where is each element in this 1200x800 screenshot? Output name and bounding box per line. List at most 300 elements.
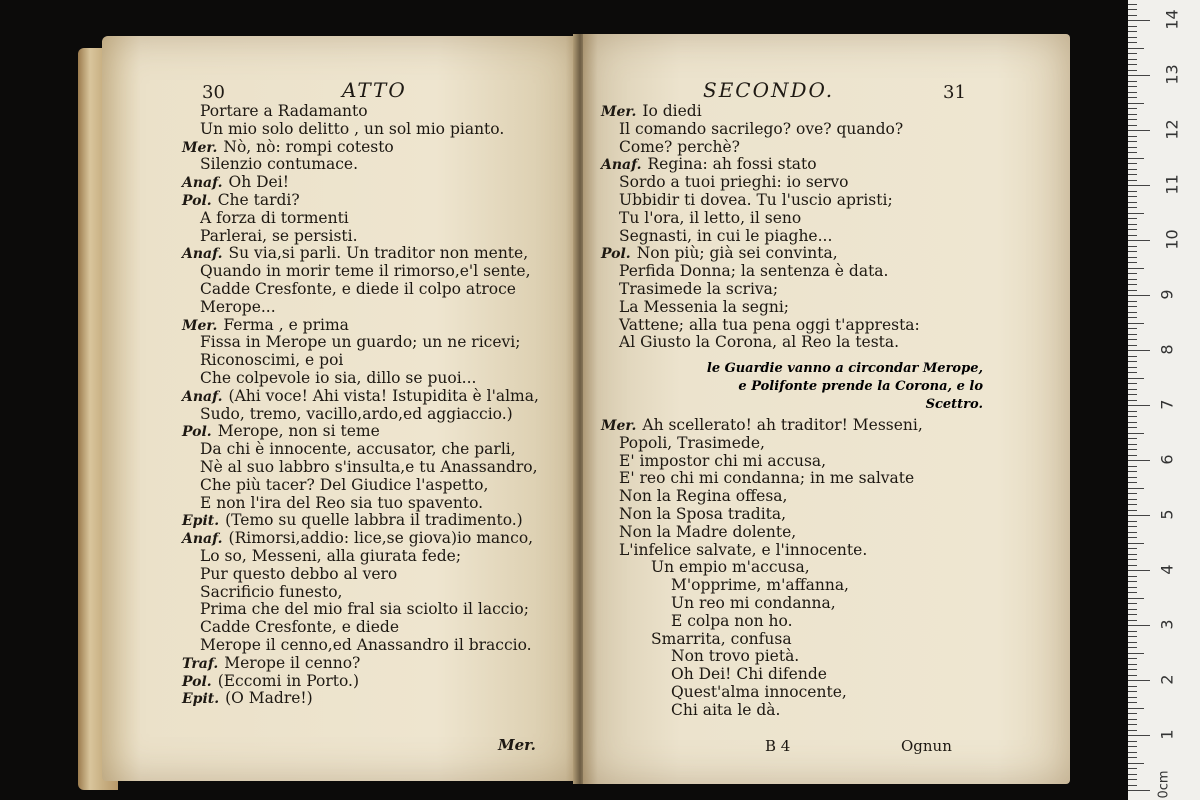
verse-text: Un reo mi condanna,: [671, 594, 836, 612]
ruler-tick: [1128, 345, 1137, 346]
ruler-label: 3: [1157, 619, 1177, 630]
ruler-tick: [1128, 268, 1144, 269]
text-line: [182, 422, 380, 441]
ruler-tick: [1128, 548, 1137, 549]
ruler-tick: [1128, 702, 1137, 703]
speaker-label: Pol.: [182, 673, 212, 690]
ruler-tick: [1128, 427, 1137, 428]
text-line: [619, 227, 832, 245]
ruler-tick: [1128, 598, 1144, 599]
text-line: [619, 262, 888, 280]
speaker-label: Traf.: [182, 655, 219, 672]
text-line: [200, 458, 538, 476]
text-line: [671, 683, 847, 701]
text-line: [182, 511, 523, 530]
ruler-tick: [1128, 592, 1137, 593]
ruler-tick: [1128, 543, 1144, 544]
text-line: [200, 155, 358, 173]
text-line: [200, 369, 476, 387]
text-line: [619, 523, 796, 541]
ruler-tick: [1128, 460, 1150, 461]
ruler-tick: [1128, 466, 1137, 467]
ruler-label: 4: [1157, 564, 1177, 575]
verse-text: Io diedi: [642, 102, 702, 120]
verse-text: Sudo, tremo, vacillo,ardo,ed aggiaccio.): [200, 404, 513, 423]
text-line: [182, 529, 533, 548]
catchword-left: Mer.: [498, 736, 536, 754]
text-line: [619, 487, 787, 505]
ruler-tick: [1128, 20, 1150, 21]
ruler-tick: [1128, 328, 1137, 329]
ruler-tick: [1128, 37, 1137, 38]
ruler-tick: [1128, 389, 1137, 390]
ruler-tick: [1128, 306, 1137, 307]
verse-text: (O Madre!): [225, 689, 313, 708]
verse-text: Che colpevole io sia, dillo se puoi...: [200, 369, 477, 387]
verse-text: Lo so, Messeni, alla giurata fede;: [200, 547, 462, 565]
verse-text: Ubbidir ti dovea. Tu l'uscio apristi;: [619, 191, 893, 209]
verse-text: E' reo chi mi condanna; in me salvate: [619, 469, 915, 488]
speaker-label: Anaf.: [601, 157, 642, 174]
ruler-tick: [1128, 158, 1144, 159]
text-line: [671, 701, 780, 719]
text-line: [200, 298, 276, 316]
verse-text: Ferma , e prima: [223, 315, 349, 334]
ruler-tick: [1128, 213, 1144, 214]
verse-text: Nè al suo labbro s'insulta,e tu Anassandro,: [200, 458, 538, 476]
text-line: [601, 416, 923, 435]
text-line: [182, 173, 289, 192]
text-line: [601, 155, 817, 174]
stage-direction: [683, 360, 983, 414]
verse-text: Non la Madre dolente,: [619, 522, 797, 541]
ruler-tick: [1128, 438, 1137, 439]
ruler-tick: [1128, 196, 1137, 197]
ruler-tick: [1128, 191, 1137, 192]
verse-text: (Rimorsi,addio: lice,se giova)io manco,: [228, 529, 534, 548]
text-line: [182, 689, 313, 708]
verse-text: Come? perchè?: [619, 137, 740, 156]
ruler-tick: [1128, 504, 1137, 505]
verse-text: Su via,si parli. Un traditor non mente,: [228, 244, 529, 263]
ruler-tick: [1128, 323, 1144, 324]
verse-text: Smarrita, confusa: [651, 629, 792, 648]
ruler-tick: [1128, 97, 1137, 98]
ruler-tick: [1128, 675, 1137, 676]
ruler-tick: [1128, 510, 1137, 511]
verse-text: Segnasti, in cui le piaghe...: [619, 226, 833, 245]
ruler-tick: [1128, 642, 1137, 643]
ruler-label: 9: [1157, 289, 1177, 300]
text-line: [200, 333, 520, 351]
ruler-tick: [1128, 218, 1137, 219]
ruler-tick: [1128, 119, 1137, 120]
ruler-tick: [1128, 752, 1137, 753]
verse-text: Cadde Cresfonte, e diede il colpo atroce: [200, 280, 516, 298]
ruler-tick: [1128, 730, 1137, 731]
ruler-tick: [1128, 136, 1137, 137]
ruler-tick: [1128, 262, 1137, 263]
ruler-tick: [1128, 339, 1137, 340]
text-line: [619, 209, 801, 227]
ruler-label: 14: [1162, 9, 1182, 30]
text-line: [619, 505, 786, 523]
ruler-tick: [1128, 609, 1137, 610]
ruler-tick: [1128, 147, 1137, 148]
ruler-label: 2: [1157, 674, 1177, 685]
speaker-label: Pol.: [601, 246, 631, 263]
ruler-tick: [1128, 405, 1150, 406]
ruler-tick: [1128, 174, 1137, 175]
ruler-tick: [1128, 620, 1137, 621]
verse-text: Non trovo pietà.: [671, 647, 800, 666]
ruler-tick: [1128, 664, 1137, 665]
verse-text: La Messenia la segni;: [619, 297, 790, 316]
verse-text: Non la Sposa tradita,: [619, 505, 787, 523]
ruler-tick: [1128, 444, 1137, 445]
left-page: [102, 36, 580, 781]
text-line: [182, 316, 349, 335]
speaker-label: Mer.: [182, 317, 218, 334]
text-line: [200, 547, 461, 565]
ruler-tick: [1128, 383, 1137, 384]
catchword-right: Ognun: [901, 737, 952, 755]
speaker-label: Anaf.: [182, 175, 223, 192]
verse-text: (Ahi voce! Ahi vista! Istupidita è l'alma,: [228, 386, 539, 405]
ruler-tick: [1128, 757, 1137, 758]
ruler-tick: [1128, 86, 1137, 87]
ruler-tick: [1128, 785, 1137, 786]
verse-text: Tu l'ora, il letto, il seno: [619, 208, 802, 227]
verse-text: Trasimede la scriva;: [619, 280, 779, 298]
ruler-tick: [1128, 658, 1137, 659]
verse-text: Nò, nò: rompi cotesto: [223, 137, 394, 156]
ruler-tick: [1128, 713, 1137, 714]
ruler-tick: [1128, 372, 1137, 373]
ruler-tick: [1128, 114, 1137, 115]
ruler-tick: [1128, 570, 1150, 571]
ruler-unit: 0cm: [1156, 770, 1172, 799]
ruler-tick: [1128, 42, 1137, 43]
speaker-label: Pol.: [182, 193, 212, 209]
text-line: [182, 387, 539, 406]
ruler-tick: [1128, 411, 1137, 412]
ruler-tick: [1128, 680, 1150, 681]
ruler-tick: [1128, 9, 1137, 10]
text-line: [619, 120, 903, 138]
verse-text: Oh Dei!: [228, 173, 289, 192]
ruler-tick: [1128, 719, 1137, 720]
ruler-tick: [1128, 251, 1137, 252]
verse-text: Riconoscimi, e poi: [200, 351, 344, 370]
running-head-right: SECONDO.: [703, 78, 835, 102]
verse-text: (Temo su quelle labbra il tradimento.): [225, 511, 523, 530]
text-line: [671, 665, 827, 683]
ruler-tick: [1128, 350, 1150, 351]
ruler-tick: [1128, 532, 1137, 533]
text-line: [651, 558, 810, 576]
ruler-tick: [1128, 130, 1150, 131]
text-line: [200, 440, 516, 458]
text-line: [200, 565, 397, 583]
speaker-label: Anaf.: [182, 388, 223, 405]
ruler-tick: [1128, 653, 1144, 654]
ruler-tick: [1128, 587, 1137, 588]
ruler-tick: [1128, 493, 1137, 494]
verse-text: Che tardi?: [217, 191, 300, 209]
text-line: [200, 636, 532, 654]
text-line: [200, 405, 513, 423]
page-number-right: 31: [943, 82, 966, 103]
text-line: [182, 191, 300, 210]
ruler-label: 5: [1157, 509, 1177, 520]
ruler-tick: [1128, 163, 1137, 164]
verse-text: Un mio solo delitto , un sol mio pianto.: [200, 119, 505, 138]
verse-text: Fissa in Merope un guardo; un ne ricevi;: [200, 333, 521, 352]
verse-text: Sordo a tuoi prieghi: io servo: [619, 173, 849, 192]
verse-text: Da chi è innocente, accusator, che parli,: [200, 440, 516, 459]
text-line: [200, 262, 531, 280]
ruler-tick: [1128, 735, 1150, 736]
ruler-tick: [1128, 416, 1137, 417]
ruler-tick: [1128, 746, 1137, 747]
ruler-tick: [1128, 64, 1137, 65]
ruler-tick: [1128, 301, 1137, 302]
ruler-tick: [1128, 526, 1137, 527]
stage-direction-line: Scettro.: [925, 397, 983, 412]
text-line: [601, 102, 702, 121]
ruler-tick: [1128, 4, 1137, 5]
text-line: [200, 494, 483, 512]
ruler-tick: [1128, 48, 1144, 49]
stage-direction-line: e Polifonte prende la Corona, e lo: [738, 379, 983, 394]
text-line: [619, 138, 740, 156]
ruler-tick: [1128, 279, 1137, 280]
text-line: [651, 630, 792, 648]
text-line: [619, 298, 789, 316]
ruler-tick: [1128, 185, 1150, 186]
text-line: [182, 654, 360, 673]
verse-text: Un empio m'accusa,: [651, 558, 810, 577]
ruler-tick: [1128, 202, 1137, 203]
ruler-tick: [1128, 31, 1137, 32]
ruler-tick: [1128, 103, 1144, 104]
ruler-tick: [1128, 488, 1144, 489]
verse-text: Ah scellerato! ah traditor! Messeni,: [642, 416, 923, 434]
text-line: [619, 316, 920, 334]
ruler-tick: [1128, 152, 1137, 153]
ruler-tick: [1128, 53, 1137, 54]
verse-text: L'infelice salvate, e l'innocente.: [619, 540, 868, 559]
ruler-label: 13: [1162, 64, 1182, 85]
ruler-tick: [1128, 108, 1137, 109]
verse-text: Pur questo debbo al vero: [200, 564, 398, 583]
ruler-tick: [1128, 455, 1137, 456]
ruler-tick: [1128, 334, 1137, 335]
text-line: [200, 120, 504, 138]
verse-text: Vattene; alla tua pena oggi t'appresta:: [619, 315, 920, 334]
text-line: [619, 191, 893, 209]
ruler-tick: [1128, 482, 1137, 483]
ruler-tick: [1128, 724, 1137, 725]
verse-text: E non l'ira del Reo sia tuo spavento.: [200, 493, 484, 512]
ruler-tick: [1128, 26, 1137, 27]
text-line: [200, 227, 358, 245]
speaker-label: Mer.: [182, 139, 218, 156]
text-line: [182, 672, 359, 691]
running-head-left: ATTO: [342, 78, 407, 102]
ruler-tick: [1128, 367, 1137, 368]
ruler-tick: [1128, 697, 1137, 698]
ruler-label: 11: [1162, 174, 1182, 195]
text-line: [619, 469, 914, 487]
verse-text: Popoli, Trasimede,: [619, 433, 765, 452]
speaker-label: Mer.: [601, 418, 637, 434]
text-line: [619, 333, 899, 351]
ruler-tick: [1128, 59, 1137, 60]
speaker-label: Epit.: [182, 691, 220, 708]
ruler-tick: [1128, 625, 1150, 626]
ruler-tick: [1128, 70, 1137, 71]
text-line: [619, 434, 765, 452]
ruler-tick: [1128, 361, 1137, 362]
ruler-tick: [1128, 499, 1137, 500]
ruler-tick: [1128, 471, 1137, 472]
verse-text: Prima che del mio fral sia sciolto il laccio;: [200, 600, 529, 619]
ruler-tick: [1128, 240, 1150, 241]
ruler-tick: [1128, 686, 1137, 687]
ruler-tick: [1128, 449, 1137, 450]
verse-text: M'opprime, m'affanna,: [671, 576, 849, 595]
ruler-tick: [1128, 477, 1137, 478]
ruler-tick: [1128, 180, 1137, 181]
ruler-tick: [1128, 400, 1137, 401]
ruler-tick: [1128, 779, 1137, 780]
verse-text: E' impostor chi mi accusa,: [619, 451, 827, 470]
ruler-label: 8: [1157, 344, 1177, 355]
ruler-label: 6: [1157, 454, 1177, 465]
ruler-tick: [1128, 565, 1137, 566]
ruler-tick: [1128, 614, 1137, 615]
ruler-tick: [1128, 224, 1137, 225]
verse-text: Non più; già sei convinta,: [636, 244, 838, 263]
ruler-tick: [1128, 741, 1137, 742]
ruler-tick: [1128, 603, 1137, 604]
ruler-tick: [1128, 559, 1137, 560]
speaker-label: Mer.: [601, 104, 637, 120]
ruler-tick: [1128, 433, 1144, 434]
text-line: [200, 583, 342, 601]
text-line: [200, 280, 516, 298]
verse-text: Che più tacer? Del Giudice l'aspetto,: [200, 475, 489, 494]
ruler-tick: [1128, 81, 1137, 82]
text-line: [182, 138, 394, 157]
ruler-tick: [1128, 708, 1144, 709]
ruler-tick: [1128, 394, 1137, 395]
ruler-tick: [1128, 273, 1137, 274]
ruler-tick: [1128, 284, 1137, 285]
text-line: [200, 618, 399, 636]
text-line: [200, 209, 349, 227]
ruler-tick: [1128, 141, 1137, 142]
verse-text: Merope il cenno,ed Anassandro il braccio.: [200, 636, 532, 654]
page-number-left: 30: [202, 82, 225, 103]
ruler-tick: [1128, 790, 1150, 791]
ruler-tick: [1128, 763, 1144, 764]
ruler-tick: [1128, 631, 1137, 632]
text-line: [619, 173, 848, 191]
ruler-tick: [1128, 774, 1137, 775]
ruler-tick: [1128, 75, 1150, 76]
verse-text: Cadde Cresfonte, e diede: [200, 618, 399, 637]
verse-text: Il comando sacrilego? ove? quando?: [619, 119, 904, 138]
stage-direction-line: le Guardie vanno a circondar Merope,: [706, 361, 983, 376]
ruler-tick: [1128, 229, 1137, 230]
text-line: [182, 244, 528, 263]
ruler-label: 10: [1162, 229, 1182, 250]
ruler-tick: [1128, 125, 1137, 126]
signature-mark: B 4: [765, 737, 791, 755]
verse-text: Merope il cenno?: [224, 653, 361, 672]
verse-text: E colpa non ho.: [671, 611, 793, 630]
verse-text: Silenzio contumace.: [200, 155, 358, 174]
verse-text: Non la Regina offesa,: [619, 487, 788, 506]
text-line: [200, 351, 343, 369]
verse-text: Merope...: [200, 297, 276, 316]
ruler-tick: [1128, 290, 1137, 291]
ruler-tick: [1128, 521, 1137, 522]
verse-text: Sacrificio funesto,: [200, 582, 343, 601]
ruler-tick: [1128, 581, 1137, 582]
verse-text: Merope, non si teme: [217, 422, 380, 441]
text-line: [200, 476, 488, 494]
speaker-label: Epit.: [182, 513, 220, 530]
ruler-tick: [1128, 669, 1137, 670]
ruler-tick: [1128, 257, 1137, 258]
ruler-tick: [1128, 235, 1137, 236]
ruler-tick: [1128, 647, 1137, 648]
speaker-label: Anaf.: [182, 246, 223, 263]
text-line: [619, 452, 826, 470]
ruler-label: 12: [1162, 119, 1182, 140]
verse-text: Perfida Donna; la sentenza è data.: [619, 262, 889, 281]
verse-text: Oh Dei! Chi difende: [671, 665, 827, 684]
verse-text: Chi aita le dà.: [671, 700, 781, 719]
text-line: [200, 600, 529, 618]
right-page: [583, 34, 1070, 784]
ruler-tick: [1128, 207, 1137, 208]
ruler-tick: [1128, 356, 1137, 357]
ruler-tick: [1128, 554, 1137, 555]
verse-text: (Eccomi in Porto.): [217, 671, 359, 690]
verse-text: Quest'alma innocente,: [671, 683, 847, 701]
ruler-tick: [1128, 246, 1137, 247]
ruler-label: 7: [1157, 399, 1177, 410]
ruler-tick: [1128, 312, 1137, 313]
speaker-label: Pol.: [182, 424, 212, 441]
ruler-tick: [1128, 317, 1137, 318]
ruler-tick: [1128, 422, 1137, 423]
ruler-tick: [1128, 576, 1137, 577]
verse-text: A forza di tormenti: [200, 208, 349, 227]
measuring-ruler: [1128, 0, 1200, 800]
verse-text: Regina: ah fossi stato: [647, 155, 817, 174]
verse-text: Portare a Radamanto: [200, 102, 368, 120]
text-line: [601, 244, 838, 263]
verse-text: Parlerai, se persisti.: [200, 226, 358, 245]
ruler-tick: [1128, 537, 1137, 538]
ruler-tick: [1128, 92, 1137, 93]
